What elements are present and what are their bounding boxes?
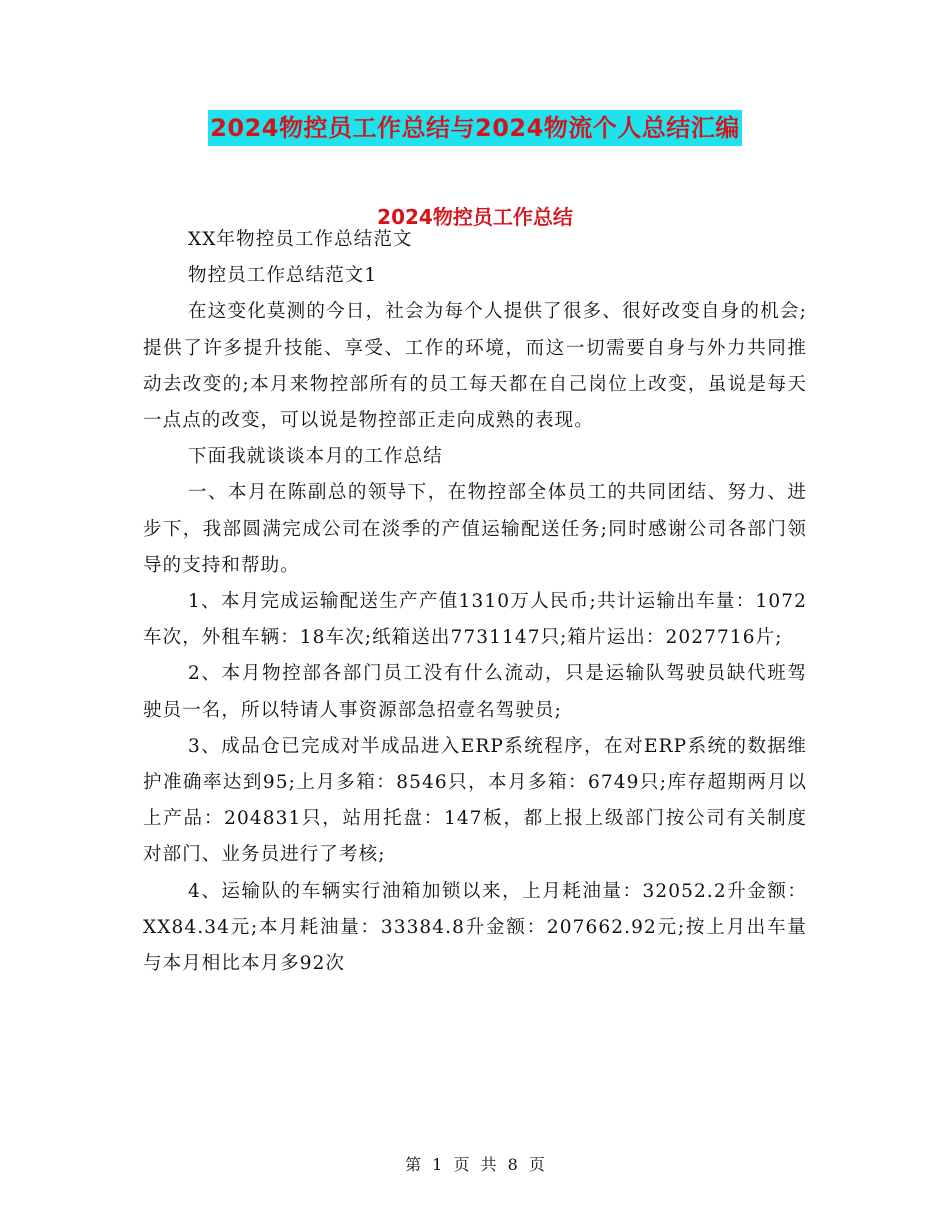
paragraph: 下面我就谈谈本月的工作总结 <box>188 446 443 468</box>
document-main-title: 2024物控员工作总结与2024物流个人总结汇编 <box>208 110 742 146</box>
paragraph: 1、本月完成运输配送生产产值1310万人民币;共计运输出车量：1072车次，外租车辆：18车次;纸箱送出7731147只;箱片运出：2027716片; <box>143 591 807 649</box>
paragraph: 4、运输队的车辆实行油箱加锁以来，上月耗油量：32052.2升金额：XX84.34元;本月耗油量：33384.8升金额：207662.92元;按上月出车量与本月相比本月多92次 <box>143 880 807 975</box>
paragraph: 一、本月在陈副总的领导下，在物控部全体员工的共同团结、努力、进步下，我部圆满完成公司在淡季的产值运输配送任务;同时感谢公司各部门领导的支持和帮助。 <box>143 482 807 576</box>
paragraph: 在这变化莫测的今日，社会为每个人提供了很多、很好改变自身的机会;提供了许多提升技能、享受、工作的环境，而这一切需要自身与外力共同推动去改变的;本月来物控部所有的员工每天都在自己岗位上改变，虽说是每天一点点的改变，可以说是物控部正走向成熟的表现。 <box>143 301 807 432</box>
paragraph: 2、本月物控部各部门员工没有什么流动，只是运输队驾驶员缺代班驾驶员一名，所以特请人事资源部急招壹名驾驶员; <box>143 663 807 721</box>
paragraph: XX年物控员工作总结范文 <box>188 229 413 250</box>
page-footer: 第 1 页 共 8 页 <box>405 1155 545 1174</box>
paragraph: 3、成品仓已完成对半成品进入ERP系统程序，在对ERP系统的数据维护准确率达到95;上月多箱：8546只，本月多箱：6749只;库存超期两月以上产品：204831只，站用托盘：147板，都上报上级部门按公司有关制度对部门、业务员进行了考核; <box>143 735 807 866</box>
section-title: 2024物控员工作总结 <box>377 205 573 229</box>
document-body <box>143 222 807 982</box>
document-title-block <box>0 110 950 146</box>
paragraph: 物控员工作总结范文1 <box>188 265 378 287</box>
